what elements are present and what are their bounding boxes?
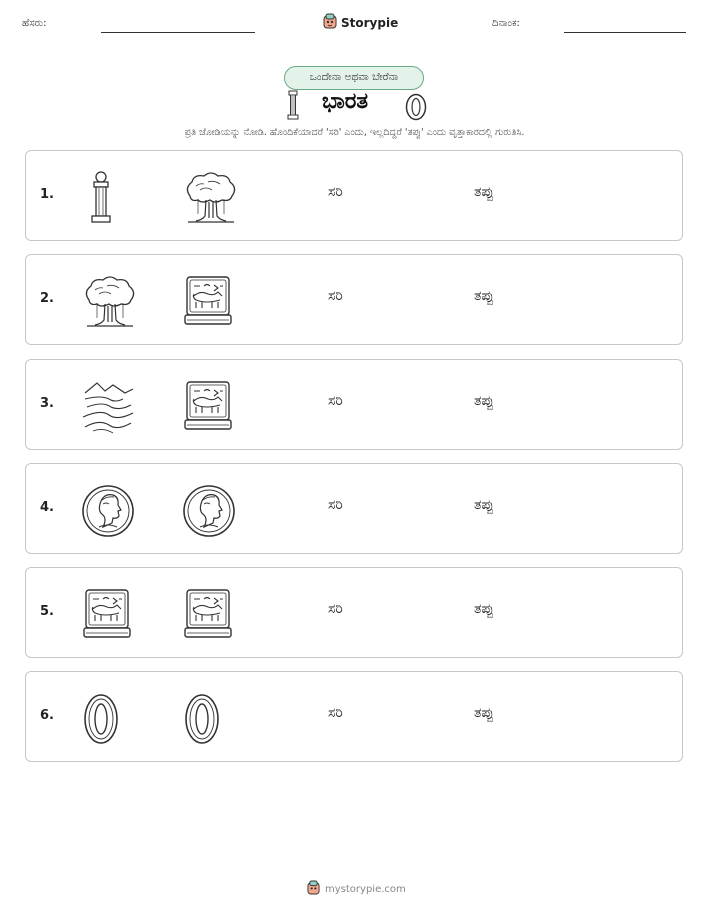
- option-true[interactable]: ಸರಿ: [328, 705, 343, 721]
- question-card: [25, 567, 683, 658]
- name-line[interactable]: [101, 32, 255, 33]
- option-false[interactable]: ತಪ್ಪು: [474, 601, 494, 617]
- question-number: 1.: [40, 187, 54, 202]
- date-label: ದಿನಾಂಕ:: [492, 18, 520, 29]
- name-label: ಹೆಸರು:: [22, 18, 47, 29]
- question-number: 4.: [40, 500, 54, 515]
- storypie-logo-icon: [307, 880, 320, 899]
- mode-badge: ಒಂದೇನಾ ಅಥವಾ ಬೇರೆನಾ: [284, 66, 424, 90]
- option-true[interactable]: ಸರಿ: [328, 393, 343, 409]
- option-true[interactable]: ಸರಿ: [328, 497, 343, 513]
- question-number: 3.: [40, 396, 54, 411]
- coin-icon: [182, 483, 236, 539]
- seal-icon: [182, 274, 234, 330]
- zero-icon: [182, 691, 222, 747]
- banyan-tree-icon: [81, 274, 139, 330]
- question-number: 2.: [40, 291, 54, 306]
- footer: [307, 880, 406, 899]
- zero-icon: [81, 691, 121, 747]
- question-card: [25, 254, 683, 345]
- question-card: [25, 463, 683, 554]
- option-false[interactable]: ತಪ್ಪು: [474, 393, 494, 409]
- option-false[interactable]: ತಪ್ಪು: [474, 497, 494, 513]
- instructions: ಪ್ರತಿ ಜೋಡಿಯನ್ನು ನೋಡಿ. ಹೊಂದಿಕೆಯಾದರೆ 'ಸರಿ' ಎಂದು, ಇಲ್ಲದಿದ್ದರೆ 'ತಪ್ಪು' ಎಂದು ವೃತ್ತಾಕಾರದಲ್ಲಿ ಗುರುತಿಸಿ.: [184, 127, 525, 138]
- river-icon: [81, 379, 137, 435]
- question-number: 5.: [40, 604, 54, 619]
- brand-name: Storypie: [341, 16, 399, 30]
- banyan-tree-icon: [182, 170, 240, 226]
- date-line[interactable]: [564, 32, 686, 33]
- page-title: ಭಾರತ: [322, 89, 369, 114]
- option-false[interactable]: ತಪ್ಪು: [474, 705, 494, 721]
- option-true[interactable]: ಸರಿ: [328, 288, 343, 304]
- footer-site: mystorypie.com: [325, 884, 406, 895]
- seal-icon: [182, 587, 234, 643]
- seal-icon: [182, 379, 234, 435]
- pillar-icon: [287, 90, 299, 124]
- question-card: [25, 671, 683, 762]
- question-card: [25, 359, 683, 450]
- option-false[interactable]: ತಪ್ಪು: [474, 184, 494, 200]
- option-false[interactable]: ತಪ್ಪು: [474, 288, 494, 304]
- zero-icon: [405, 93, 427, 125]
- option-true[interactable]: ಸರಿ: [328, 601, 343, 617]
- pillar-icon: [81, 170, 121, 226]
- option-true[interactable]: ಸರಿ: [328, 184, 343, 200]
- question-number: 6.: [40, 708, 54, 723]
- seal-icon: [81, 587, 133, 643]
- question-card: [25, 150, 683, 241]
- storypie-logo-icon: [323, 13, 337, 33]
- brand: [323, 13, 398, 33]
- coin-icon: [81, 483, 135, 539]
